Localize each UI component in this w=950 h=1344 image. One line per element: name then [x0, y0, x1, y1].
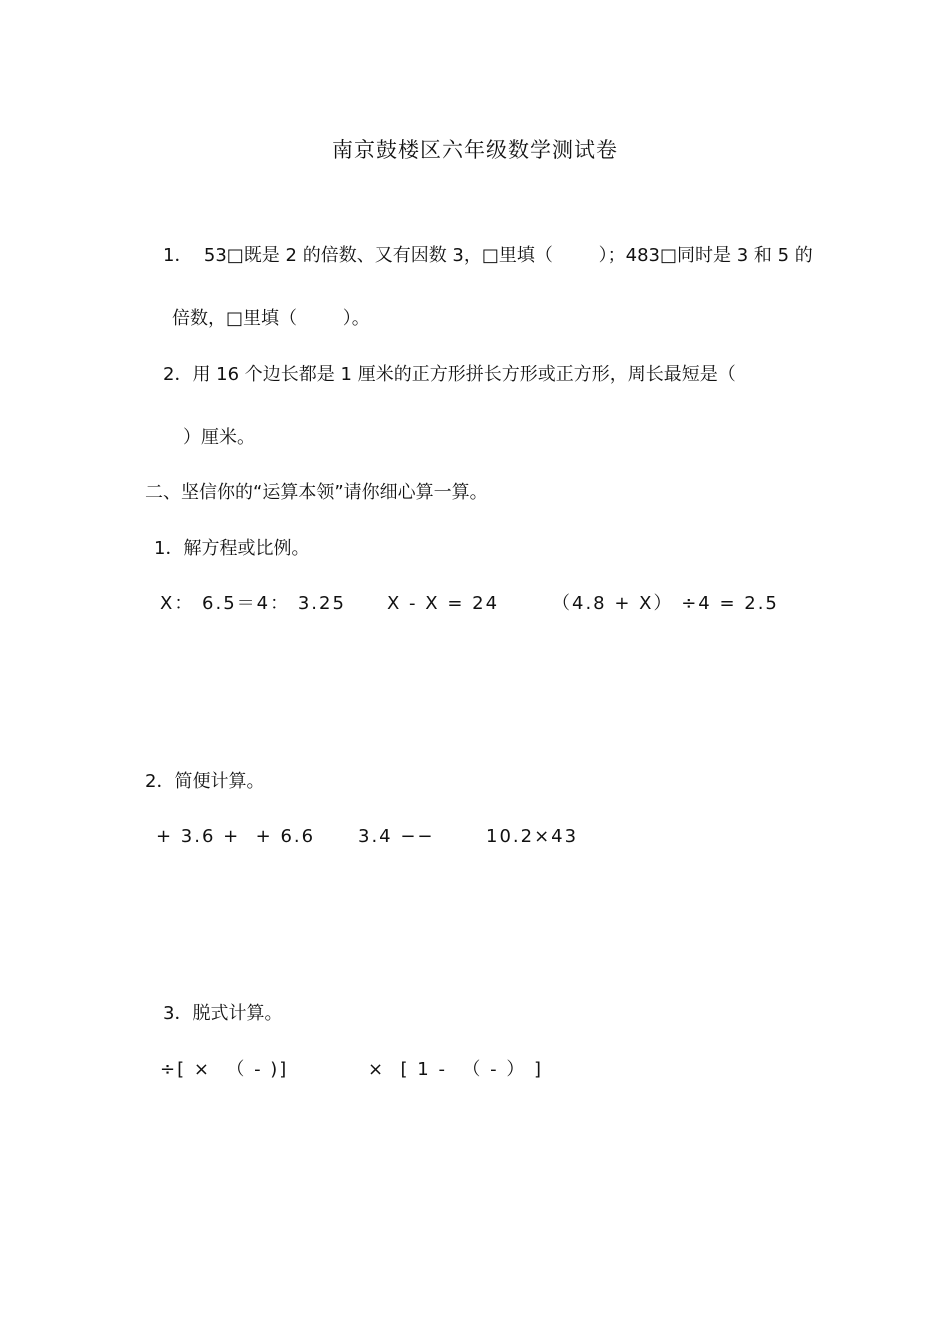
subsection-3-label: 3．脱式计算。 [163, 1003, 283, 1024]
simplify-1: + 3.6 + + 6.6 [156, 826, 316, 847]
question-1-line-1: 1． 53□既是 2 的倍数、又有因数 3，□里填（ ）；483□同时是 3 和 5 的 [163, 245, 813, 266]
simplify-3: 10.2×43 [486, 826, 579, 847]
equation-1: X： 6.5＝4： 3.25 [160, 593, 346, 614]
section-2-heading: 二、坚信你的“运算本领”请你细心算一算。 [145, 482, 488, 503]
equation-3: （4.8 + X） ÷4 = 2.5 [552, 593, 779, 614]
subsection-2-label: 2．简便计算。 [145, 771, 265, 792]
equation-2: X - X = 24 [387, 593, 500, 614]
exam-title: 南京鼓楼区六年级数学测试卷 [332, 138, 618, 162]
subsection-1-label: 1．解方程或比例。 [154, 538, 310, 559]
stepwise-2: × [ 1 - （ - ） ] [368, 1059, 544, 1080]
question-2-line-2: ）厘米。 [183, 427, 255, 448]
simplify-2: 3.4 −− [358, 826, 435, 847]
question-1-line-2: 倍数，□里填（ ）。 [172, 308, 370, 329]
stepwise-1: ÷[ × （ - )] [160, 1059, 289, 1080]
question-2-line-1: 2．用 16 个边长都是 1 厘米的正方形拼长方形或正方形，周长最短是（ [163, 364, 736, 385]
